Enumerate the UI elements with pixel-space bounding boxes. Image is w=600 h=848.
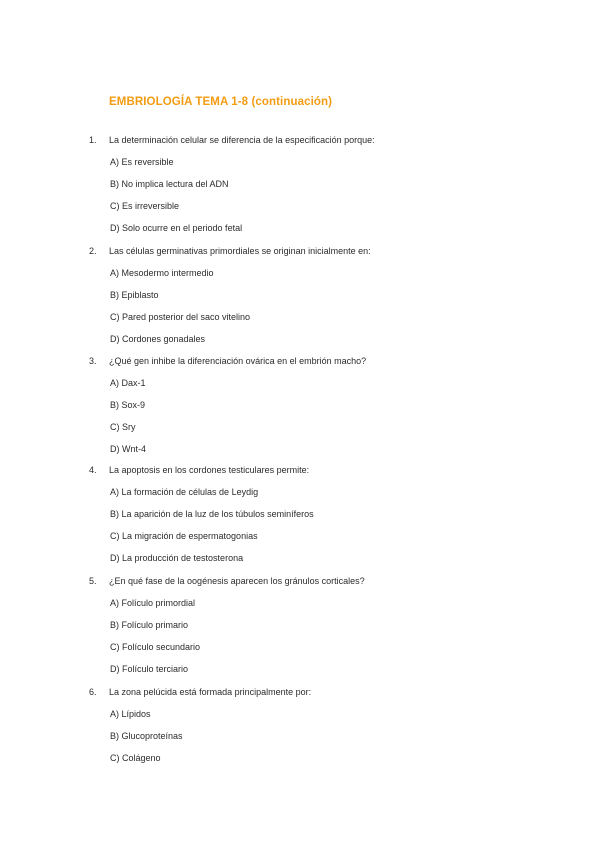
answer-option: A) Mesodermo intermedio	[110, 268, 214, 278]
answer-option: C) Colágeno	[110, 753, 161, 763]
document-title: EMBRIOLOGÍA TEMA 1-8 (continuación)	[109, 96, 333, 108]
question-text: Las células germinativas primordiales se originan inicialmente en:	[109, 246, 371, 256]
question-number: 3.	[89, 356, 97, 366]
answer-option: C) Pared posterior del saco vitelino	[110, 312, 251, 322]
answer-option: D) Folículo terciario	[110, 664, 189, 674]
answer-option: B) Folículo primario	[110, 620, 189, 630]
answer-option: C) Es irreversible	[110, 201, 180, 211]
answer-option: B) La aparición de la luz de los túbulos seminíferos	[110, 509, 314, 519]
question-number: 5.	[89, 576, 97, 586]
answer-option: D) La producción de testosterona	[110, 553, 244, 563]
answer-option: C) Sry	[110, 422, 136, 432]
question-text: ¿En qué fase de la oogénesis aparecen los gránulos corticales?	[109, 576, 365, 586]
question-text: ¿Qué gen inhibe la diferenciación ovárica en el embrión macho?	[109, 356, 367, 366]
answer-option: B) No implica lectura del ADN	[110, 179, 229, 189]
answer-option: A) Lípidos	[110, 709, 151, 719]
answer-option: D) Cordones gonadales	[110, 334, 206, 344]
answer-option: D) Solo ocurre en el periodo fetal	[110, 223, 243, 233]
question-number: 1.	[89, 135, 97, 145]
answer-option: B) Glucoproteínas	[110, 731, 183, 741]
answer-option: A) La formación de células de Leydig	[110, 487, 259, 497]
answer-option: B) Sox-9	[110, 400, 146, 410]
answer-option: B) Epiblasto	[110, 290, 159, 300]
answer-option: A) Es reversible	[110, 157, 174, 167]
question-number: 4.	[89, 465, 97, 475]
question-text: La zona pelúcida está formada principalmente por:	[109, 687, 312, 697]
answer-option: D) Wnt-4	[110, 444, 146, 454]
question-text: La apoptosis en los cordones testiculares permite:	[109, 465, 310, 475]
answer-option: C) Folículo secundario	[110, 642, 201, 652]
answer-option: A) Dax-1	[110, 378, 146, 388]
answer-option: C) La migración de espermatogonias	[110, 531, 258, 541]
question-number: 2.	[89, 246, 97, 256]
answer-option: A) Folículo primordial	[110, 598, 196, 608]
question-text: La determinación celular se diferencia de la especificación porque:	[109, 135, 375, 145]
question-number: 6.	[89, 687, 97, 697]
